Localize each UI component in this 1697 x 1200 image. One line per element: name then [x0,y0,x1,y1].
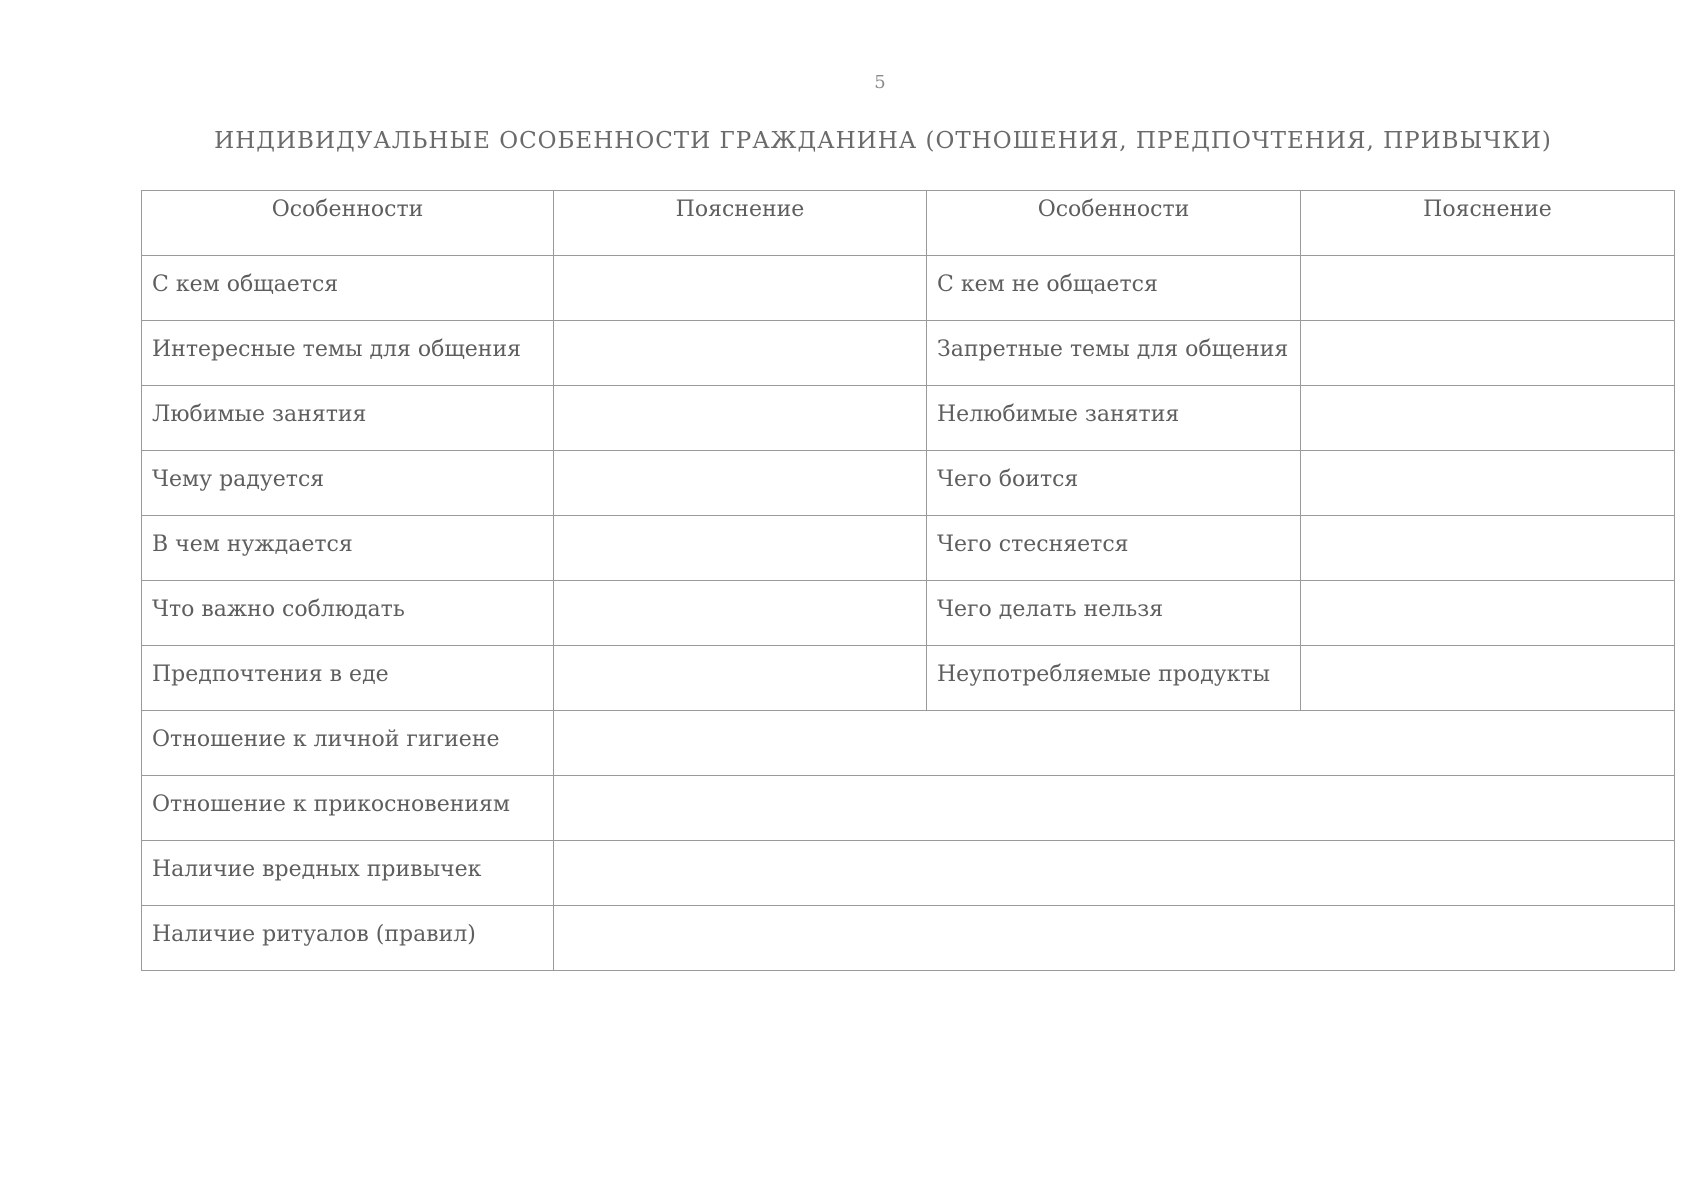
feature-label: Нелюбимые занятия [927,386,1301,451]
feature-label: С кем не общается [927,256,1301,321]
table-row-full [142,776,1675,841]
feature-label: Любимые занятия [142,386,554,451]
feature-label: Наличие вредных привычек [142,841,554,906]
explanation-cell[interactable] [554,321,927,386]
table-row [142,451,1675,516]
explanation-cell[interactable] [554,776,1675,841]
explanation-cell[interactable] [554,906,1675,971]
page-number: 5 [874,72,886,93]
explanation-cell[interactable] [1301,646,1675,711]
feature-label: Отношение к прикосновениям [142,776,554,841]
feature-label: Чему радуется [142,451,554,516]
explanation-cell[interactable] [554,256,927,321]
feature-label: В чем нуждается [142,516,554,581]
header-features-right: Особенности [927,191,1301,256]
explanation-cell[interactable] [554,841,1675,906]
explanation-cell[interactable] [1301,386,1675,451]
explanation-cell[interactable] [1301,451,1675,516]
explanation-cell[interactable] [1301,321,1675,386]
explanation-cell[interactable] [554,451,927,516]
feature-label: Запретные темы для общения [927,321,1301,386]
feature-label: Чего боится [927,451,1301,516]
feature-label: Отношение к личной гигиене [142,711,554,776]
explanation-cell[interactable] [554,386,927,451]
table-row [142,581,1675,646]
feature-label: Чего делать нельзя [927,581,1301,646]
explanation-cell[interactable] [554,646,927,711]
explanation-cell[interactable] [1301,256,1675,321]
features-table [141,190,1675,971]
table-row-full [142,906,1675,971]
explanation-cell[interactable] [554,711,1675,776]
feature-label: Неупотребляемые продукты [927,646,1301,711]
table-row [142,386,1675,451]
header-explanation-right: Пояснение [1301,191,1675,256]
table-header-row [142,191,1675,256]
feature-label: Предпочтения в еде [142,646,554,711]
table-row [142,516,1675,581]
table-row [142,646,1675,711]
explanation-cell[interactable] [554,581,927,646]
table-row [142,321,1675,386]
feature-label: Интересные темы для общения [142,321,554,386]
header-features-left: Особенности [142,191,554,256]
header-explanation-left: Пояснение [554,191,927,256]
explanation-cell[interactable] [1301,581,1675,646]
explanation-cell[interactable] [554,516,927,581]
table-row [142,256,1675,321]
table-row-full [142,841,1675,906]
feature-label: С кем общается [142,256,554,321]
explanation-cell[interactable] [1301,516,1675,581]
feature-label: Что важно соблюдать [142,581,554,646]
feature-label: Чего стесняется [927,516,1301,581]
page-title: ИНДИВИДУАЛЬНЫЕ ОСОБЕННОСТИ ГРАЖДАНИНА (ОТНОШЕНИЯ, ПРЕДПОЧТЕНИЯ, ПРИВЫЧКИ) [214,128,1552,154]
table-row-full [142,711,1675,776]
feature-label: Наличие ритуалов (правил) [142,906,554,971]
